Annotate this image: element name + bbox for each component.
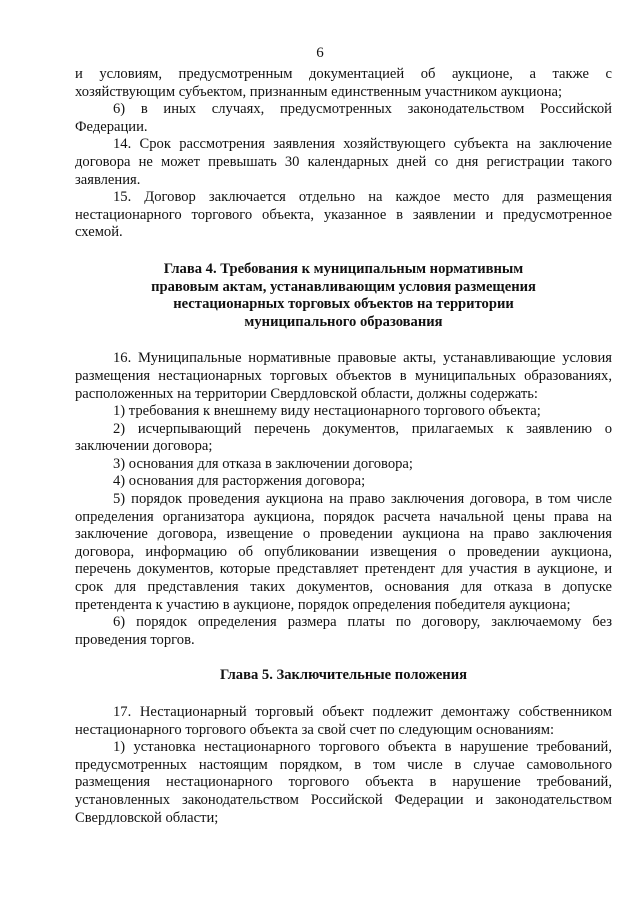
paragraph-16-1: 1) требования к внешнему виду нестационарного торгового объекта; [113, 403, 541, 420]
paragraph-16-5: 5) порядок проведения аукциона на право заключения договора, в том числе определения организатора аукциона, порядок расчета начальной цены права на заключение договора, извещение о проведении аукциона на право заключения договора, информацию об опубликовании извещения о проведении аукциона, перечень документов, которые представляет претендент для участия в аукционе, и срок для представления таких документов, основания для отказа в допуске претендента к участию в аукционе, порядок определения победителя аукциона; [75, 491, 612, 613]
chapter-4-title [75, 261, 612, 331]
paragraph-16-4: 4) основания для расторжения договора; [113, 473, 366, 490]
paragraph-17-1: 1) установка нестационарного торгового объекта в нарушение требований, предусмотренных настоящим порядком, в том числе в случае самовольного размещения нестационарного торгового объекта в нарушение требований, установленных законодательством Российской Федерации и законодательством Свердловской области; [75, 739, 612, 826]
paragraph-14: 14. Срок рассмотрения заявления хозяйствующего субъекта на заключение договора не может превышать 30 календарных дней со дня регистрации такого заявления. [75, 136, 612, 188]
paragraph-15: 15. Договор заключается отдельно на каждое место для размещения нестационарного торгового объекта, указанное в заявлении и предусмотренное схемой. [75, 189, 612, 241]
paragraph-13-6: 6) в иных случаях, предусмотренных законодательством Российской Федерации. [75, 101, 612, 135]
chapter-4-title-line: Глава 4. Требования к муниципальным нормативным [163, 260, 524, 277]
document-body [75, 66, 612, 827]
paragraph-16-3: 3) основания для отказа в заключении договора; [113, 455, 413, 472]
chapter-5-title: Глава 5. Заключительные положения [219, 667, 468, 684]
paragraph-16-6: 6) порядок определения размера платы по договору, заключаемому без проведения торгов. [75, 614, 612, 648]
chapter-4-title-line: нестационарных торговых объектов на территории [173, 296, 514, 313]
page-number: 6 [316, 45, 324, 61]
chapter-4-title-line: правовым актам, устанавливающим условия размещения [151, 278, 536, 295]
paragraph-16-2: 2) исчерпывающий перечень документов, прилагаемых к заявлению о заключении договора; [75, 420, 612, 455]
paragraph-17: 17. Нестационарный торговый объект подлежит демонтажу собственником нестационарного торгового объекта за свой счет по следующим основаниям: [75, 704, 612, 738]
paragraph-16: 16. Муниципальные нормативные правовые акты, устанавливающие условия размещения нестационарных торговых объектов в муниципальных образованиях, расположенных на территории Свердловской области, должны содержать: [75, 350, 612, 402]
chapter-4-title-line: муниципального образования [244, 313, 443, 330]
paragraph-continuation: и условиям, предусмотренным документацией об аукционе, а также с хозяйствующим субъектом, признанным единственным участником аукциона; [75, 66, 612, 100]
